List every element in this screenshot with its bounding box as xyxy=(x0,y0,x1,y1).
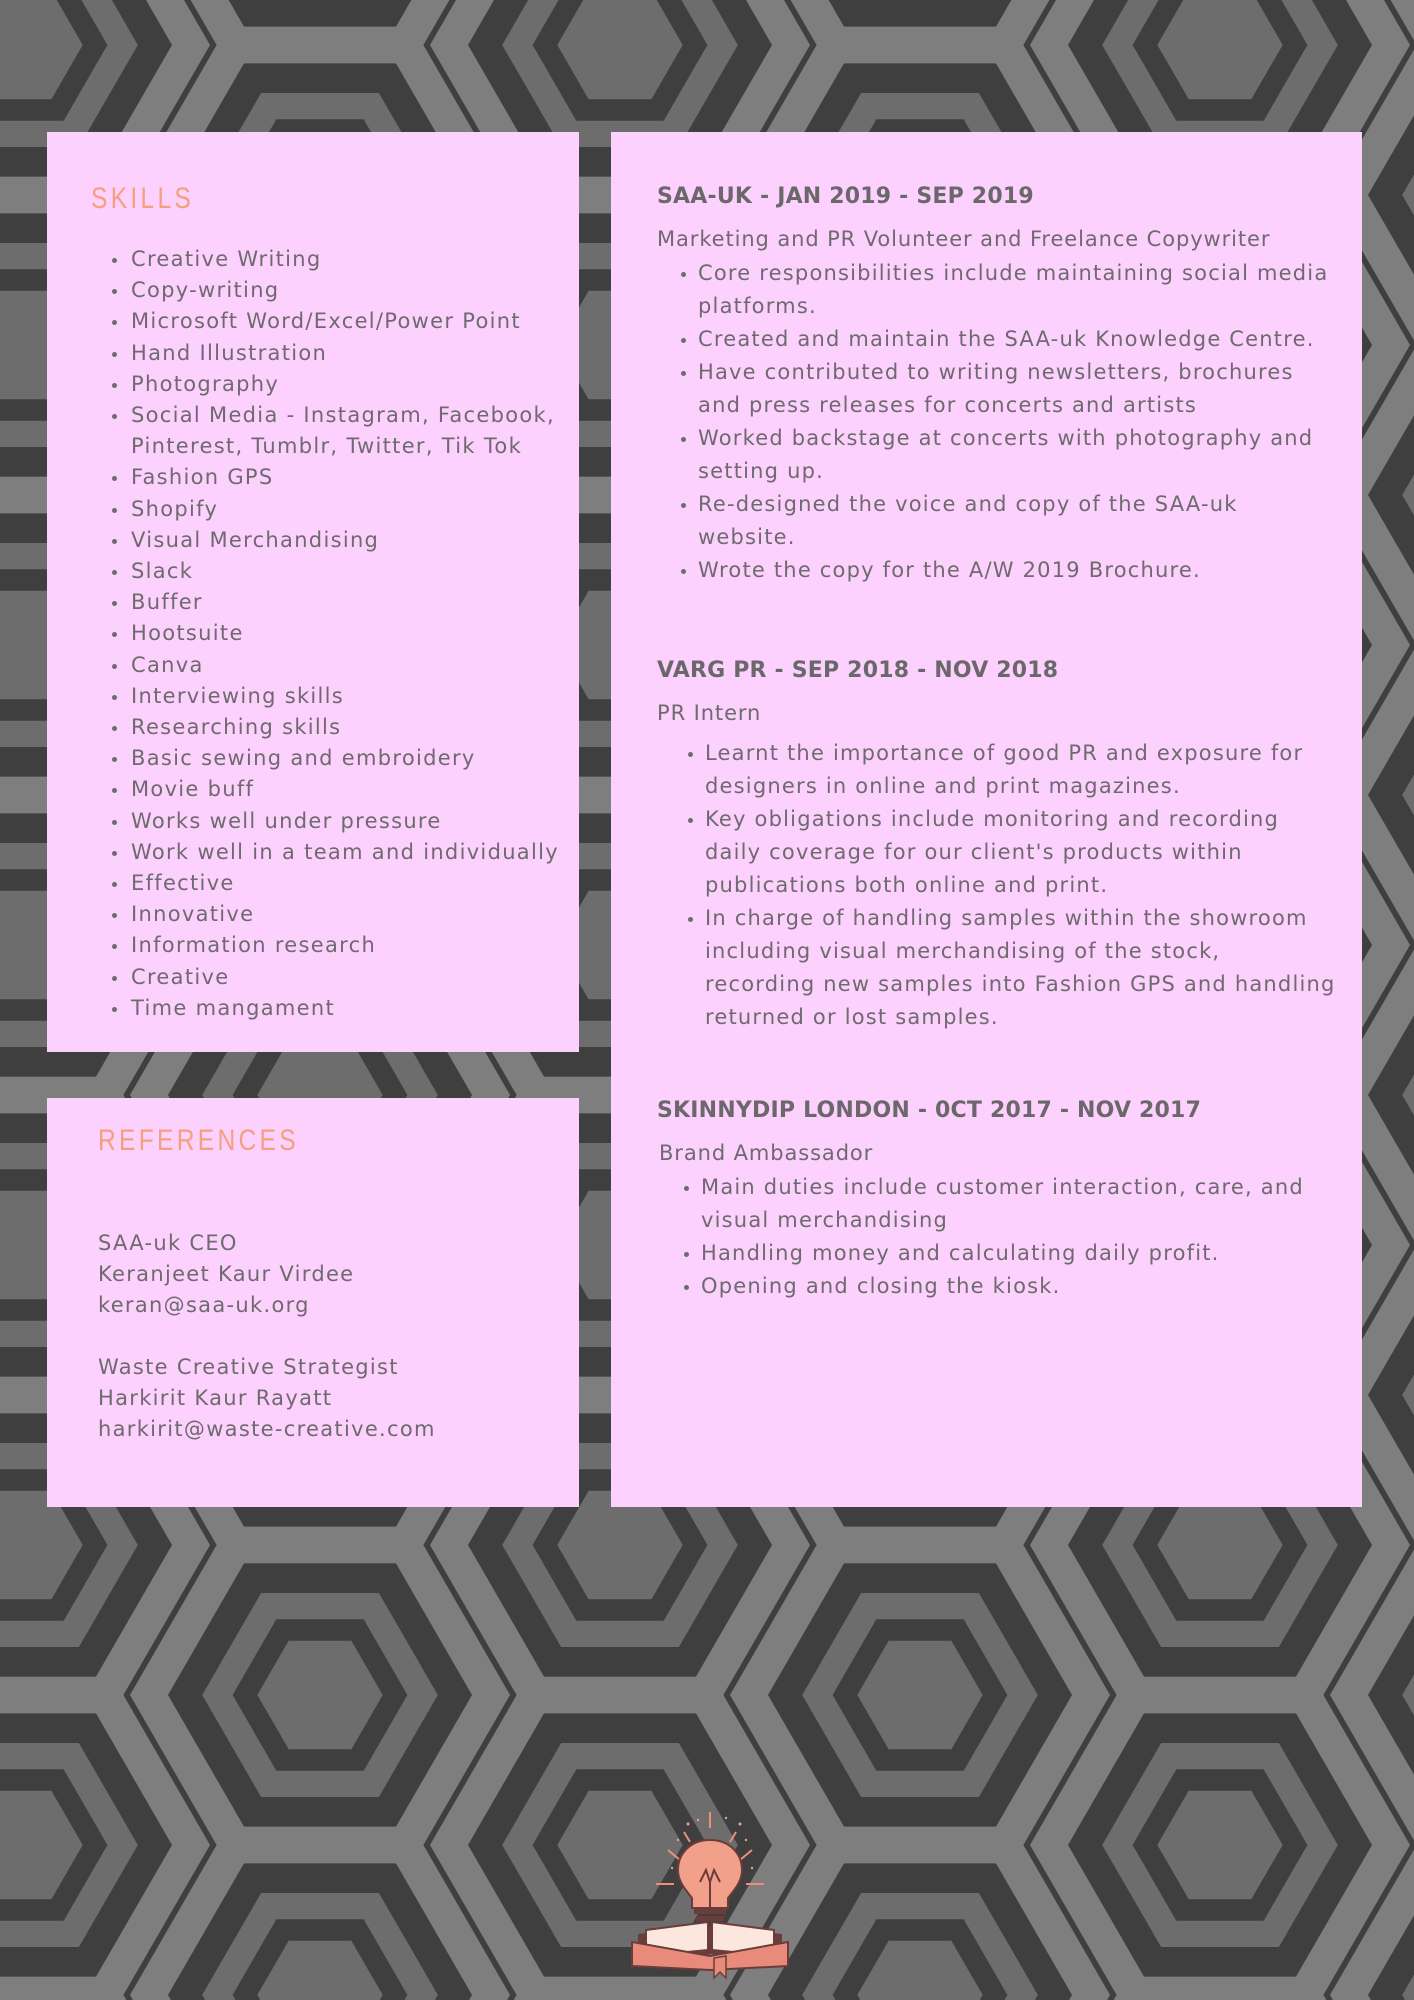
skill-item: • Time mangament xyxy=(129,993,599,1024)
job-duty-item: • Wrote the copy for the A/W 2019 Brochure. xyxy=(698,554,1337,587)
skill-item: • Microsoft Word/Excel/Power Point xyxy=(129,306,599,337)
job-role: Marketing and PR Volunteer and Freelance Copywriter xyxy=(657,227,1271,251)
references-list xyxy=(98,1228,436,1476)
experience-entry xyxy=(657,1098,1337,1303)
reference-role: SAA-uk CEO xyxy=(98,1231,238,1255)
skill-item: • Creative xyxy=(129,962,599,993)
reference-role: Waste Creative Strategist xyxy=(98,1355,399,1379)
skill-item: • Information research xyxy=(129,930,599,961)
job-duty-item: • Key obligations include monitoring and recording daily coverage for our client's products within publications both online and print. xyxy=(705,803,1337,902)
skill-item: • Fashion GPS xyxy=(129,462,599,493)
skills-list xyxy=(91,244,599,1024)
skill-item: • Photography xyxy=(129,369,599,400)
skill-item: • Shopify xyxy=(129,494,599,525)
job-role: Brand Ambassador xyxy=(659,1141,874,1165)
skill-item: • Buffer xyxy=(129,587,599,618)
skill-item: • Researching skills xyxy=(129,712,599,743)
skill-item: • Effective xyxy=(129,868,599,899)
job-duty-item: • Main duties include customer interaction, care, and visual merchandising xyxy=(701,1171,1337,1237)
skill-item: • Slack xyxy=(129,556,599,587)
reference-entry xyxy=(98,1352,436,1445)
experience-entry xyxy=(657,658,1337,1034)
job-duty-item: • Have contributed to writing newsletters, brochures and press releases for concerts and artists xyxy=(698,356,1337,422)
references-card xyxy=(47,1098,579,1507)
job-duty-item: • Worked backstage at concerts with photography and setting up. xyxy=(698,422,1337,488)
references-heading: REFERENCES xyxy=(98,1124,299,1157)
job-heading: SAA-UK - JAN 2019 - SEP 2019 xyxy=(657,184,1034,209)
skill-item: • Works well under pressure xyxy=(129,806,599,837)
skill-item: • Movie buff xyxy=(129,774,599,805)
skill-item: • Interviewing skills xyxy=(129,681,599,712)
job-duties xyxy=(657,257,1337,587)
skill-item: • Creative Writing xyxy=(129,244,599,275)
job-duties xyxy=(657,737,1337,1034)
job-duties xyxy=(657,1171,1337,1303)
skill-item: • Hootsuite xyxy=(129,618,599,649)
job-role: PR Intern xyxy=(657,701,762,725)
job-heading: VARG PR - SEP 2018 - NOV 2018 xyxy=(657,658,1059,683)
job-duty-item: • Created and maintain the SAA-uk Knowledge Centre. xyxy=(698,323,1337,356)
job-duty-item: • Opening and closing the kiosk. xyxy=(701,1270,1337,1303)
reference-name: Keranjeet Kaur Virdee xyxy=(98,1262,355,1286)
reference-email: harkirit@waste-creative.com xyxy=(98,1417,436,1441)
skill-item: • Work well in a team and individually xyxy=(129,837,599,868)
lightbulb-book-icon xyxy=(628,1810,792,1980)
job-duty-item: • Core responsibilities include maintaining social media platforms. xyxy=(698,257,1337,323)
reference-entry xyxy=(98,1228,436,1321)
reference-email: keran@saa-uk.org xyxy=(98,1293,310,1317)
skill-item: • Basic sewing and embroidery xyxy=(129,743,599,774)
experience-card xyxy=(611,132,1362,1507)
job-duty-item: • Re-designed the voice and copy of the SAA-uk website. xyxy=(698,488,1337,554)
skills-card xyxy=(47,132,579,1052)
job-duty-item: • Learnt the importance of good PR and exposure for designers in online and print magazines. xyxy=(705,737,1337,803)
skills-heading: SKILLS xyxy=(91,182,195,215)
skill-item: • Canva xyxy=(129,650,599,681)
reference-name: Harkirit Kaur Rayatt xyxy=(98,1386,333,1410)
experience-entry xyxy=(657,184,1337,587)
skill-item: • Social Media - Instagram, Facebook, Pinterest, Tumblr, Twitter, Tik Tok xyxy=(129,400,599,462)
job-heading: SKINNYDIP LONDON - 0CT 2017 - NOV 2017 xyxy=(657,1098,1202,1123)
skill-item: • Hand Illustration xyxy=(129,338,599,369)
skill-item: • Innovative xyxy=(129,899,599,930)
job-duty-item: • Handling money and calculating daily profit. xyxy=(701,1237,1337,1270)
skill-item: • Visual Merchandising xyxy=(129,525,599,556)
skill-item: • Copy-writing xyxy=(129,275,599,306)
job-duty-item: • In charge of handling samples within the showroom including visual merchandising of the stock, recording new samples into Fashion GPS and handling returned or lost samples. xyxy=(705,902,1337,1034)
